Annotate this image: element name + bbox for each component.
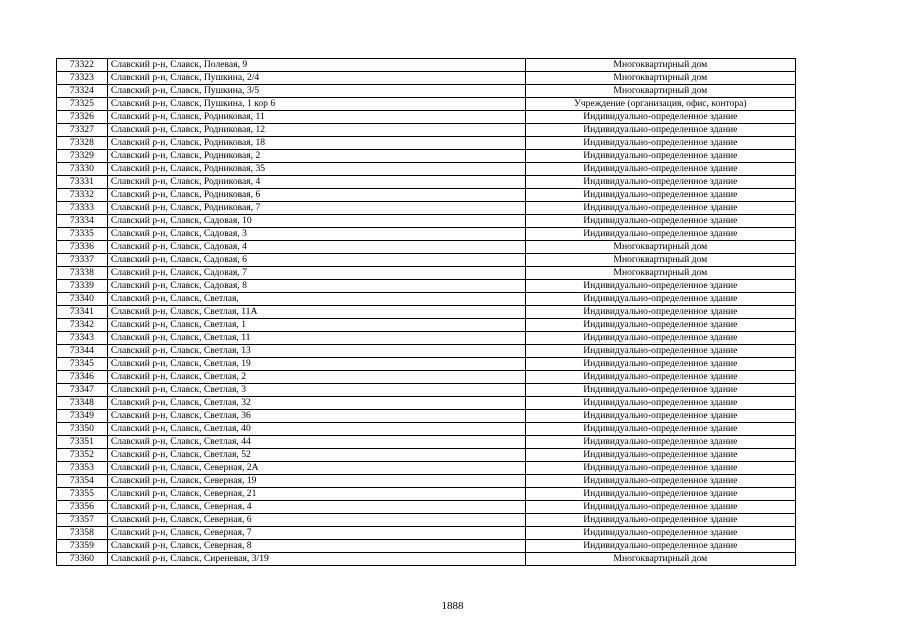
- address-cell: Славский р-н, Славск, Северная, 7: [107, 527, 525, 540]
- address-cell: Славский р-н, Славск, Садовая, 6: [107, 254, 525, 267]
- table-row: [57, 488, 796, 501]
- building-type-cell: Индивидуально-определенное здание: [525, 124, 795, 137]
- table-row: [57, 371, 796, 384]
- address-cell: Славский р-н, Славск, Сиреневая, 3/19: [107, 553, 525, 566]
- table-row: [57, 189, 796, 202]
- row-number-cell: 73359: [57, 540, 108, 553]
- table-row: [57, 306, 796, 319]
- table-row: [57, 501, 796, 514]
- row-number-cell: 73327: [57, 124, 108, 137]
- row-number-cell: 73340: [57, 293, 108, 306]
- address-cell: Славский р-н, Славск, Садовая, 8: [107, 280, 525, 293]
- building-type-cell: Многоквартирный дом: [525, 241, 795, 254]
- table-row: [57, 358, 796, 371]
- table-row: [57, 150, 796, 163]
- address-cell: Славский р-н, Славск, Светлая, 3: [107, 384, 525, 397]
- row-number-cell: 73323: [57, 72, 108, 85]
- building-type-cell: Индивидуально-определенное здание: [525, 163, 795, 176]
- row-number-cell: 73354: [57, 475, 108, 488]
- building-type-cell: Многоквартирный дом: [525, 59, 795, 72]
- row-number-cell: 73349: [57, 410, 108, 423]
- building-type-cell: Индивидуально-определенное здание: [525, 410, 795, 423]
- address-cell: Славский р-н, Славск, Полевая, 9: [107, 59, 525, 72]
- building-type-cell: Индивидуально-определенное здание: [525, 293, 795, 306]
- building-type-cell: Индивидуально-определенное здание: [525, 488, 795, 501]
- address-cell: Славский р-н, Славск, Родниковая, 7: [107, 202, 525, 215]
- building-type-cell: Индивидуально-определенное здание: [525, 449, 795, 462]
- building-type-cell: Индивидуально-определенное здание: [525, 111, 795, 124]
- row-number-cell: 73344: [57, 345, 108, 358]
- address-cell: Славский р-н, Славск, Северная, 19: [107, 475, 525, 488]
- building-type-cell: Индивидуально-определенное здание: [525, 150, 795, 163]
- address-cell: Славский р-н, Славск, Родниковая, 35: [107, 163, 525, 176]
- row-number-cell: 73350: [57, 423, 108, 436]
- address-cell: Славский р-н, Славск, Светлая, 52: [107, 449, 525, 462]
- address-cell: Славский р-н, Славск, Светлая, 11А: [107, 306, 525, 319]
- address-cell: Славский р-н, Славск, Светлая, 36: [107, 410, 525, 423]
- table-row: [57, 202, 796, 215]
- table-row: [57, 514, 796, 527]
- address-cell: Славский р-н, Славск, Северная, 21: [107, 488, 525, 501]
- address-cell: Славский р-н, Славск, Родниковая, 12: [107, 124, 525, 137]
- table-row: [57, 410, 796, 423]
- row-number-cell: 73339: [57, 280, 108, 293]
- address-cell: Славский р-н, Славск, Светлая, 1: [107, 319, 525, 332]
- table-row: [57, 293, 796, 306]
- address-cell: Славский р-н, Славск, Светлая, 2: [107, 371, 525, 384]
- building-register-table: [56, 58, 796, 566]
- row-number-cell: 73326: [57, 111, 108, 124]
- building-type-cell: Многоквартирный дом: [525, 553, 795, 566]
- address-cell: Славский р-н, Славск, Родниковая, 2: [107, 150, 525, 163]
- address-cell: Славский р-н, Славск, Северная, 8: [107, 540, 525, 553]
- address-cell: Славский р-н, Славск, Родниковая, 6: [107, 189, 525, 202]
- building-type-cell: Многоквартирный дом: [525, 72, 795, 85]
- building-type-cell: Индивидуально-определенное здание: [525, 462, 795, 475]
- address-cell: Славский р-н, Славск, Пушкина, 2/4: [107, 72, 525, 85]
- row-number-cell: 73331: [57, 176, 108, 189]
- row-number-cell: 73348: [57, 397, 108, 410]
- address-cell: Славский р-н, Славск, Светлая, 19: [107, 358, 525, 371]
- table-row: [57, 176, 796, 189]
- building-type-cell: Многоквартирный дом: [525, 254, 795, 267]
- row-number-cell: 73332: [57, 189, 108, 202]
- building-type-cell: Индивидуально-определенное здание: [525, 397, 795, 410]
- building-type-cell: Индивидуально-определенное здание: [525, 176, 795, 189]
- address-cell: Славский р-н, Славск, Светлая, 40: [107, 423, 525, 436]
- row-number-cell: 73341: [57, 306, 108, 319]
- address-cell: Славский р-н, Славск, Пушкина, 3/5: [107, 85, 525, 98]
- table-row: [57, 163, 796, 176]
- row-number-cell: 73324: [57, 85, 108, 98]
- building-type-cell: Индивидуально-определенное здание: [525, 202, 795, 215]
- address-cell: Славский р-н, Славск, Северная, 2А: [107, 462, 525, 475]
- address-cell: Славский р-н, Славск, Родниковая, 11: [107, 111, 525, 124]
- row-number-cell: 73336: [57, 241, 108, 254]
- address-cell: Славский р-н, Славск, Садовая, 3: [107, 228, 525, 241]
- row-number-cell: 73345: [57, 358, 108, 371]
- table-row: [57, 436, 796, 449]
- address-cell: Славский р-н, Славск, Садовая, 4: [107, 241, 525, 254]
- row-number-cell: 73342: [57, 319, 108, 332]
- register-table-body: [57, 59, 796, 566]
- table-row: [57, 319, 796, 332]
- row-number-cell: 73330: [57, 163, 108, 176]
- address-cell: Славский р-н, Славск, Светлая,: [107, 293, 525, 306]
- table-row: [57, 267, 796, 280]
- address-cell: Славский р-н, Славск, Родниковая, 18: [107, 137, 525, 150]
- table-row: [57, 540, 796, 553]
- address-cell: Славский р-н, Славск, Садовая, 7: [107, 267, 525, 280]
- row-number-cell: 73358: [57, 527, 108, 540]
- address-cell: Славский р-н, Славск, Садовая, 10: [107, 215, 525, 228]
- row-number-cell: 73337: [57, 254, 108, 267]
- row-number-cell: 73352: [57, 449, 108, 462]
- building-type-cell: Индивидуально-определенное здание: [525, 345, 795, 358]
- building-type-cell: Многоквартирный дом: [525, 85, 795, 98]
- row-number-cell: 73347: [57, 384, 108, 397]
- table-row: [57, 72, 796, 85]
- table-row: [57, 332, 796, 345]
- row-number-cell: 73325: [57, 98, 108, 111]
- table-row: [57, 553, 796, 566]
- building-type-cell: Индивидуально-определенное здание: [525, 475, 795, 488]
- building-type-cell: Индивидуально-определенное здание: [525, 371, 795, 384]
- building-type-cell: Индивидуально-определенное здание: [525, 423, 795, 436]
- building-type-cell: Индивидуально-определенное здание: [525, 501, 795, 514]
- table-row: [57, 137, 796, 150]
- table-row: [57, 345, 796, 358]
- building-type-cell: Индивидуально-определенное здание: [525, 306, 795, 319]
- table-row: [57, 59, 796, 72]
- table-row: [57, 124, 796, 137]
- table-row: [57, 85, 796, 98]
- table-row: [57, 111, 796, 124]
- row-number-cell: 73333: [57, 202, 108, 215]
- building-type-cell: Индивидуально-определенное здание: [525, 280, 795, 293]
- table-row: [57, 462, 796, 475]
- building-type-cell: Индивидуально-определенное здание: [525, 228, 795, 241]
- building-type-cell: Индивидуально-определенное здание: [525, 319, 795, 332]
- building-type-cell: Индивидуально-определенное здание: [525, 137, 795, 150]
- table-row: [57, 423, 796, 436]
- row-number-cell: 73351: [57, 436, 108, 449]
- row-number-cell: 73334: [57, 215, 108, 228]
- address-cell: Славский р-н, Славск, Пушкина, 1 кор 6: [107, 98, 525, 111]
- building-type-cell: Индивидуально-определенное здание: [525, 436, 795, 449]
- row-number-cell: 73338: [57, 267, 108, 280]
- row-number-cell: 73355: [57, 488, 108, 501]
- table-row: [57, 384, 796, 397]
- address-cell: Славский р-н, Славск, Светлая, 32: [107, 397, 525, 410]
- building-type-cell: Индивидуально-определенное здание: [525, 215, 795, 228]
- row-number-cell: 73328: [57, 137, 108, 150]
- table-row: [57, 527, 796, 540]
- address-cell: Славский р-н, Славск, Северная, 6: [107, 514, 525, 527]
- table-row: [57, 215, 796, 228]
- row-number-cell: 73335: [57, 228, 108, 241]
- table-row: [57, 241, 796, 254]
- row-number-cell: 73357: [57, 514, 108, 527]
- row-number-cell: 73322: [57, 59, 108, 72]
- address-cell: Славский р-н, Славск, Родниковая, 4: [107, 176, 525, 189]
- building-type-cell: Индивидуально-определенное здание: [525, 358, 795, 371]
- address-cell: Славский р-н, Славск, Северная, 4: [107, 501, 525, 514]
- table-row: [57, 254, 796, 267]
- row-number-cell: 73329: [57, 150, 108, 163]
- building-type-cell: Индивидуально-определенное здание: [525, 332, 795, 345]
- building-type-cell: Многоквартирный дом: [525, 267, 795, 280]
- row-number-cell: 73346: [57, 371, 108, 384]
- address-cell: Славский р-н, Славск, Светлая, 11: [107, 332, 525, 345]
- row-number-cell: 73356: [57, 501, 108, 514]
- building-type-cell: Индивидуально-определенное здание: [525, 540, 795, 553]
- address-cell: Славский р-н, Славск, Светлая, 13: [107, 345, 525, 358]
- table-row: [57, 475, 796, 488]
- table-row: [57, 397, 796, 410]
- table-row: [57, 449, 796, 462]
- building-type-cell: Индивидуально-определенное здание: [525, 527, 795, 540]
- row-number-cell: 73360: [57, 553, 108, 566]
- building-type-cell: Индивидуально-определенное здание: [525, 514, 795, 527]
- building-type-cell: Индивидуально-определенное здание: [525, 384, 795, 397]
- table-row: [57, 98, 796, 111]
- table-row: [57, 280, 796, 293]
- row-number-cell: 73353: [57, 462, 108, 475]
- table-row: [57, 228, 796, 241]
- row-number-cell: 73343: [57, 332, 108, 345]
- page-number: 1888: [441, 600, 464, 612]
- building-type-cell: Учреждение (организация, офис, контора): [525, 98, 795, 111]
- building-type-cell: Индивидуально-определенное здание: [525, 189, 795, 202]
- address-cell: Славский р-н, Славск, Светлая, 44: [107, 436, 525, 449]
